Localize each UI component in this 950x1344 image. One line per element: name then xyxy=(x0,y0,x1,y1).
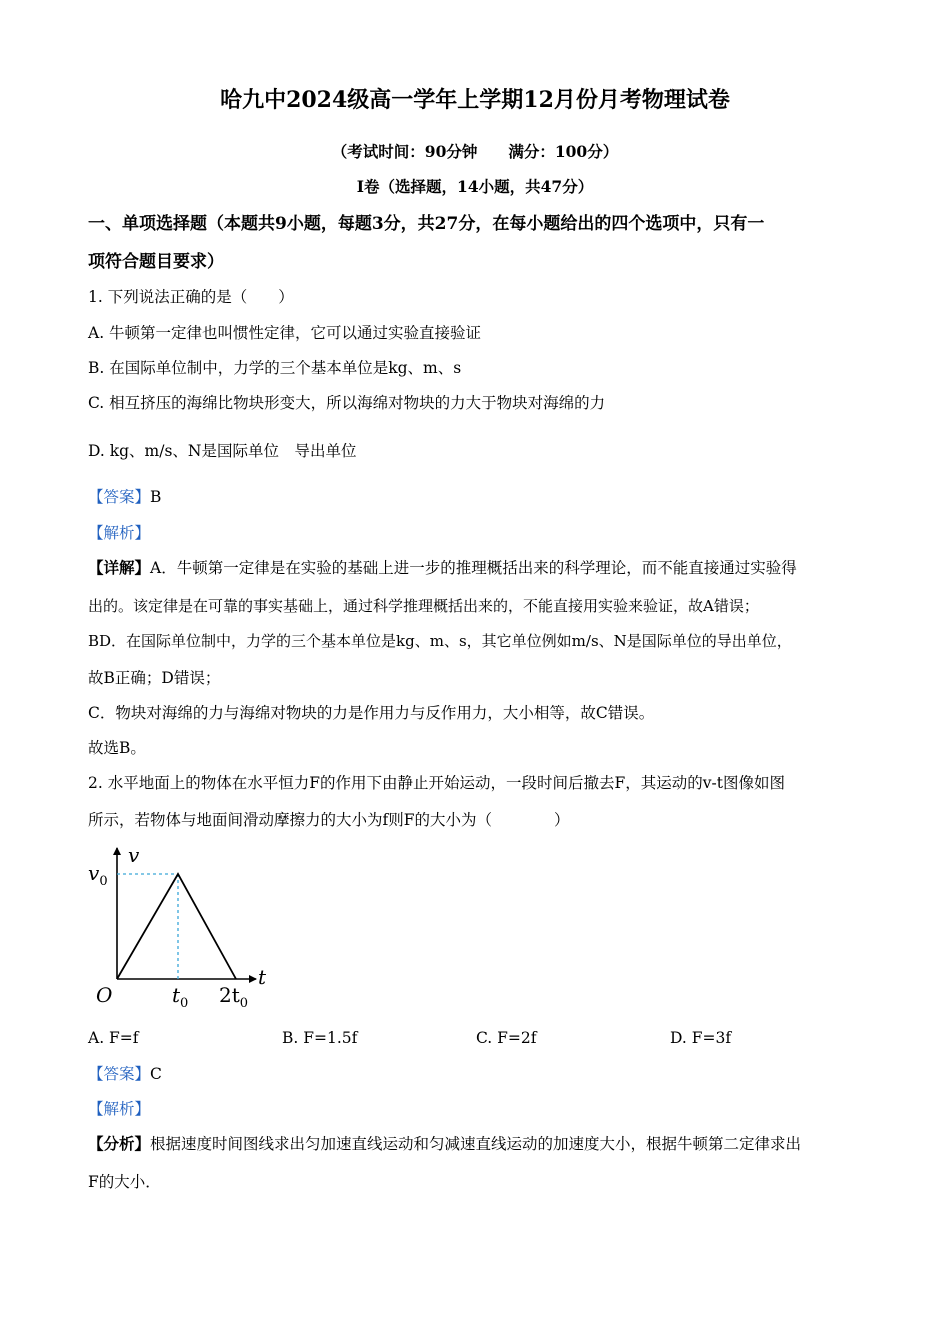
q2-analysis-line2: F的大小． xyxy=(88,1173,161,1191)
page-title: 哈九中2024级高一学年上学期12月份月考物理试卷 xyxy=(220,87,730,113)
q2-vt-graph xyxy=(84,842,284,1012)
origin-label: O xyxy=(96,983,113,1007)
v0-label: $v_0$ xyxy=(88,861,108,889)
q2-stem-line2: 所示，若物体与地面间滑动摩擦力的大小为f则F的大小为（ ） xyxy=(88,811,570,829)
q1-detail-line3: BD．在国际单位制中，力学的三个基本单位是kg、m、s，其它单位例如m/s、N是国际单位的导出单位， xyxy=(88,632,792,650)
t0-label: $t_0$ xyxy=(172,983,189,1011)
q2-analysis-head: 【分析】 xyxy=(88,1134,151,1153)
q2-option-d: D. F=3f xyxy=(670,1029,732,1047)
q2-answer-tag: 【答案】 xyxy=(88,1065,151,1083)
q2-answer: C xyxy=(150,1065,162,1083)
q1-option-b: B. 在国际单位制中，力学的三个基本单位是kg、m、s xyxy=(88,359,462,377)
q1-answer-line xyxy=(88,487,161,507)
q2-analysis-tag: 【解析】 xyxy=(88,1100,151,1118)
section-heading-line2: 项符合题目要求） xyxy=(88,252,224,272)
q1-conclusion: 故选B。 xyxy=(88,739,146,757)
v-axis-label: v xyxy=(128,843,140,867)
q1-detail-line4: 故B正确；D错误； xyxy=(88,669,221,687)
q1-detail-line1 xyxy=(88,558,797,578)
section-heading-line1: 一、单项选择题（本题共9小题，每题3分，共27分，在每小题给出的四个选项中，只有一 xyxy=(88,214,765,234)
q2-analysis-text1: 根据速度时间图线求出匀加速直线运动和匀减速直线运动的加速度大小，根据牛顿第二定律求出 xyxy=(150,1135,802,1153)
q1-option-d: D. kg、m/s、N是国际单位 导出单位 xyxy=(88,442,357,460)
2t0-label: $2t_0$ xyxy=(219,983,249,1011)
q1-detail-line5: C．物块对海绵的力与海绵对物块的力是作用力与反作用力，大小相等，故C错误。 xyxy=(88,704,655,722)
q1-answer-tag: 【答案】 xyxy=(88,488,151,506)
q1-detail-line2: 出的。该定律是在可靠的事实基础上，通过科学推理概括出来的，不能直接用实验来验证，故A错误； xyxy=(88,597,759,615)
q2-option-b: B. F=1.5f xyxy=(282,1029,358,1047)
volume-heading: I卷（选择题，14小题，共47分） xyxy=(356,177,594,196)
q2-answer-line xyxy=(88,1064,162,1084)
q1-analysis-tag: 【解析】 xyxy=(88,524,151,542)
q2-stem-line1: 2. 水平地面上的物体在水平恒力F的作用下由静止开始运动，一段时间后撤去F，其运动的v-t图像如图 xyxy=(88,774,785,792)
q1-option-c: C. 相互挤压的海绵比物块形变大，所以海绵对物块的力大于物块对海绵的力 xyxy=(88,394,606,412)
q1-detail-text1: A．牛顿第一定律是在实验的基础上进一步的推理概括出来的科学理论，而不能直接通过实验得 xyxy=(150,559,797,577)
q2-analysis-line1 xyxy=(88,1134,801,1154)
q2-option-c: C. F=2f xyxy=(476,1029,537,1047)
exam-info: （考试时间：90分钟 满分：100分） xyxy=(331,142,619,161)
q1-answer: B xyxy=(150,488,162,506)
q2-option-a: A. F=f xyxy=(88,1029,139,1047)
velocity-curve xyxy=(117,874,236,979)
t-axis-label: t xyxy=(258,965,267,989)
q1-option-a: A. 牛顿第一定律也叫惯性定律，它可以通过实验直接验证 xyxy=(88,324,482,342)
q1-stem: 1. 下列说法正确的是（ ） xyxy=(88,288,294,306)
q1-detail-tag: 【详解】 xyxy=(88,558,151,577)
